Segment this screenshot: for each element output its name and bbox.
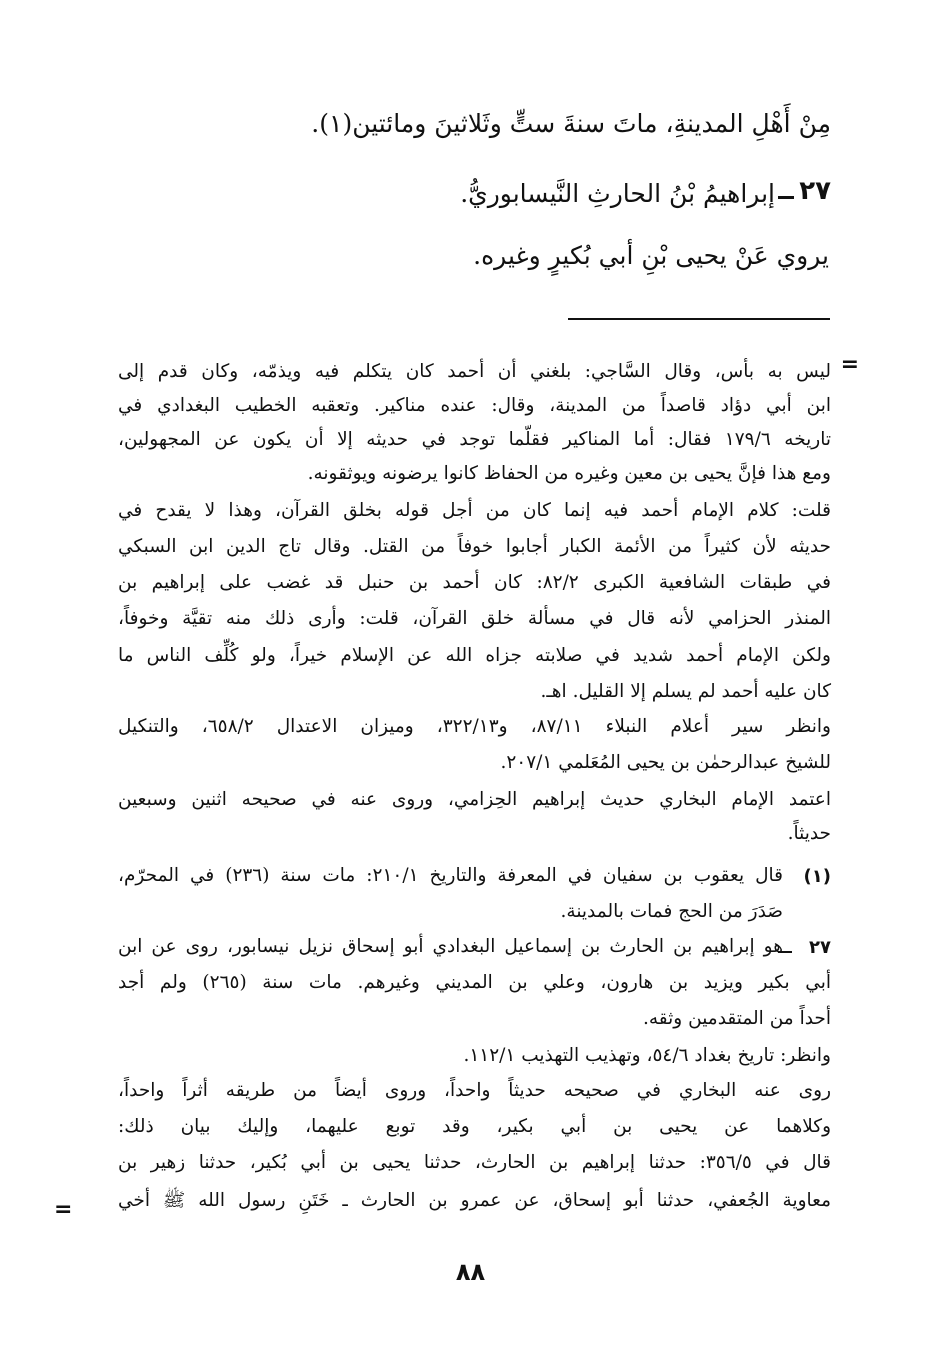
entry-number-27: ٢٧ [799, 176, 831, 206]
page-number: ٨٨ [455, 1258, 486, 1286]
footnote-line: ولكن الإمام أحمد شديد في صلابته جزاه الله عن الإسلام خيراً، ولو كُلِّف الناس ما [118, 645, 831, 666]
footnote-1-line: قال يعقوب بن سفيان في المعرفة والتاريخ ٢١٠/١: مات سنة (٢٣٦) في المحرّم، [118, 865, 783, 886]
footnote-line: ومع هذا فإنَّ يحيى بن معين وغيره من الحفاظ كانوا يرضونه ويوثقونه. [307, 463, 831, 484]
footnote-separator [568, 318, 830, 320]
footnote-27-line: معاوية الجُعفي، حدثنا أبو إسحاق، عن عمرو بن الحارث ـ خَتَنِ رسول الله ﷺ أخي [118, 1190, 831, 1211]
footnote-line: وانظر سير أعلام النبلاء ٨٧/١١، و٣٢٢/١٣، وميزان الاعتدال ٦٥٨/٢، والتنكيل [118, 716, 831, 737]
footnote-27-line: روى عنه البخاري في صحيحه حديثاً واحداً، وروى أيضاً من طريقه أثراً واحداً، [118, 1080, 831, 1101]
footnote-line: تاريخه ١٧٩/٦ فقال: أما المناكير فقلّما توجد في حديثه إلا أن يكون عن المجهولين، [118, 429, 832, 450]
footnote-27-label: ٢٧ [809, 937, 831, 958]
footnote-line: قلت: كلام الإمام أحمد فيه إنما كان من أجل قوله بخلق القرآن، وهذا لا يقدح في [118, 500, 831, 521]
footnote-line: ابن أبي دؤاد قاصداً من المدينة، وقال: عنده مناكير. وتعقبه الخطيب البغدادي في [118, 395, 831, 416]
footnote-line: كان عليه أحمد لم يسلم إلا القليل. اهـ. [540, 681, 831, 702]
entry-narrates-line: يروي عَنْ يحيى بْنِ أبي بُكيرٍ وغيره. [473, 241, 829, 270]
footnote-1-label: (١) [803, 866, 831, 887]
footnote-27-line: أحداً من المتقدمين وثقه. [643, 1008, 831, 1029]
footnote-line: للشيخ عبدالرحمٰن بن يحيى المُعَلمي ٢٠٧/١. [500, 752, 831, 773]
footnote-line: في طبقات الشافعية الكبرى ٨٢/٢: كان أحمد بن حنبل قد غضب على إبراهيم بن [118, 572, 831, 593]
entry-title: إبراهيمُ بْنُ الحارثِ النَّيسابوريُّ. [460, 179, 775, 208]
main-text-line-1: مِنْ أَهْلِ المدينةِ، ماتَ سنةَ ستٍّ وثَلاثينَ ومائتين(١). [311, 109, 831, 138]
footnote-27-line: هو إبراهيم بن الحارث بن إسماعيل البغدادي أبو إسحاق نزيل نيسابور، روى عن ابن [118, 936, 783, 957]
footnote-27-line: قال في ٣٥٦/٥: حدثنا إبراهيم بن الحارث، حدثنا يحيى بن أبي بُكير، حدثنا زهير بن [118, 1152, 831, 1173]
entry-dash [778, 196, 794, 199]
continued-from-previous-marker: = [840, 352, 859, 377]
footnote-line: حديثاً. [787, 823, 831, 844]
continues-next-page-marker: = [54, 1197, 73, 1222]
footnote-27-line: وانظر: تاريخ بغداد ٥٤/٦، وتهذيب التهذيب ١١٢/١. [463, 1045, 831, 1066]
footnote-27-line: وكلاهما عن يحيى بن أبي بكير، وقد توبع عليهما، وإليك بيان ذلك: [118, 1116, 831, 1137]
footnote-1-line: صَدَرَ من الحج فمات بالمدينة. [560, 901, 783, 922]
footnote-line: ليس به بأس، وقال السَّاجي: بلغني أن أحمد كان يتكلم فيه ويذمّه، وكان قدم إلى [118, 361, 831, 382]
footnote-line: اعتمد الإمام البخاري حديث إبراهيم الحِزامي، وروى عنه في صحيحه اثنين وسبعين [118, 789, 831, 810]
footnote-27-line: أبي بكير ويزيد بن هارون، وعلي بن المديني وغيرهم. مات سنة (٢٦٥) ولم أجد [118, 972, 831, 993]
footnote-line: حديثه لأن كثيراً من الأئمة الكبار أجابوا خوفاً من القتل. وقال تاج الدين ابن السبكي [118, 536, 831, 557]
footnote-line: المنذر الحزامي لأنه قال في مسألة خلق القرآن، قلت: وأرى ذلك منه تقيَّة وخوفاً، [118, 608, 831, 629]
